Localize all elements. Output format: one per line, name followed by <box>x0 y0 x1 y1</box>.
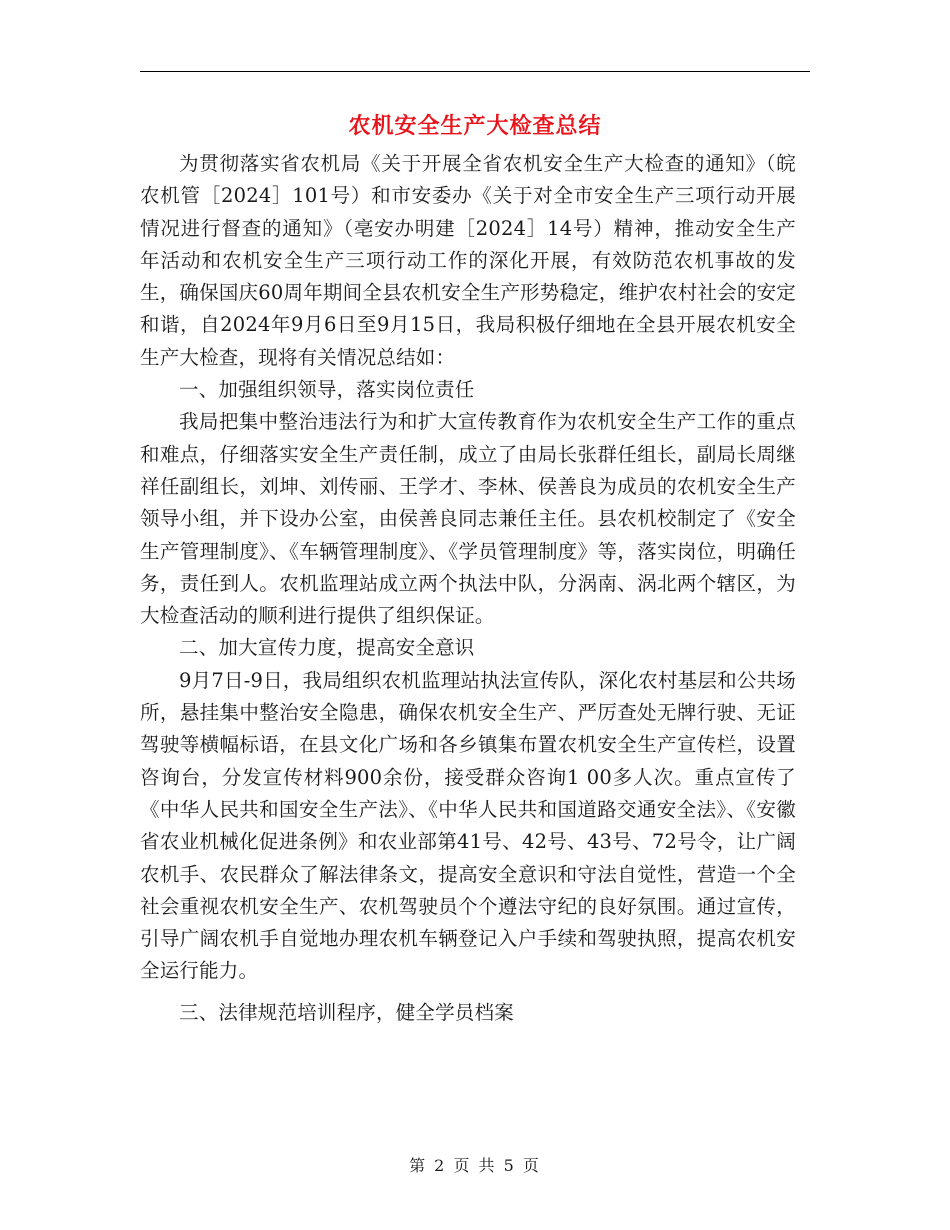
intro-paragraph: 为贯彻落实省农机局《关于开展全省农机安全生产大检查的通知》（皖农机管［2024］101号）和市安委办《关于对全市安全生产三项行动开展情况进行督查的通知》（亳安办明建［2024］14号）精神，推动安全生产年活动和农机安全生产三项行动工作的深化开展，有效防范农机事故的发生，确保国庆60周年期间全县农机安全生产形势稳定，维护农村社会的安定和谐，自2024年9月6日至9月15日，我局积极仔细地在全县开展农机安全生产大检查，现将有关情况总结如： <box>140 152 796 369</box>
section-heading-2: 二、加大宣传力度，提高安全意识 <box>179 636 475 660</box>
document-body <box>140 148 796 1029</box>
section-heading-1: 一、加强组织领导，落实岗位责任 <box>179 378 475 402</box>
section-heading-3: 三、法律规范培训程序，健全学员档案 <box>179 1000 514 1024</box>
section-2-paragraph: 9月7日-9日，我局组织农机监理站执法宣传队，深化农村基层和公共场所，悬挂集中整治安全隐患，确保农机安全生产、严厉查处无牌行驶、无证驾驶等横幅标语，在县文化广场和各乡镇集布置农机安全生产宣传栏，设置咨询台，分发宣传材料900余份，接受群众咨询1 00多人次。重点宣传了《中华人民共和国安全生产法》、《中华人民共和国道路交通安全法》、《安徽省农业机械化促进条例》和农业部第41号、42号、43号、72号令，让广阔农机手、农民群众了解法律条文，提高安全意识和守法自觉性，营造一个全社会重视农机安全生产、农机驾驶员个个遵法守纪的良好氛围。通过宣传，引导广阔农机手自觉地办理农机车辆登记入户手续和驾驶执照，提高农机安全运行能力。 <box>140 668 796 983</box>
document-title: 农机安全生产大检查总结 <box>348 113 602 139</box>
page-number-footer: 第 2 页 共 5 页 <box>409 1156 541 1175</box>
header-rule <box>140 71 810 72</box>
section-1-paragraph: 我局把集中整治违法行为和扩大宣传教育作为农机安全生产工作的重点和难点，仔细落实安全生产责任制，成立了由局长张群任组长，副局长周继祥任副组长，刘坤、刘传丽、王学才、李林、侯善良为成员的农机安全生产领导小组，并下设办公室，由侯善良同志兼任主任。县农机校制定了《安全生产管理制度》、《车辆管理制度》、《学员管理制度》等，落实岗位，明确任务，责任到人。农机监理站成立两个执法中队，分涡南、涡北两个辖区，为大检查活动的顺利进行提供了组织保证。 <box>140 410 796 628</box>
